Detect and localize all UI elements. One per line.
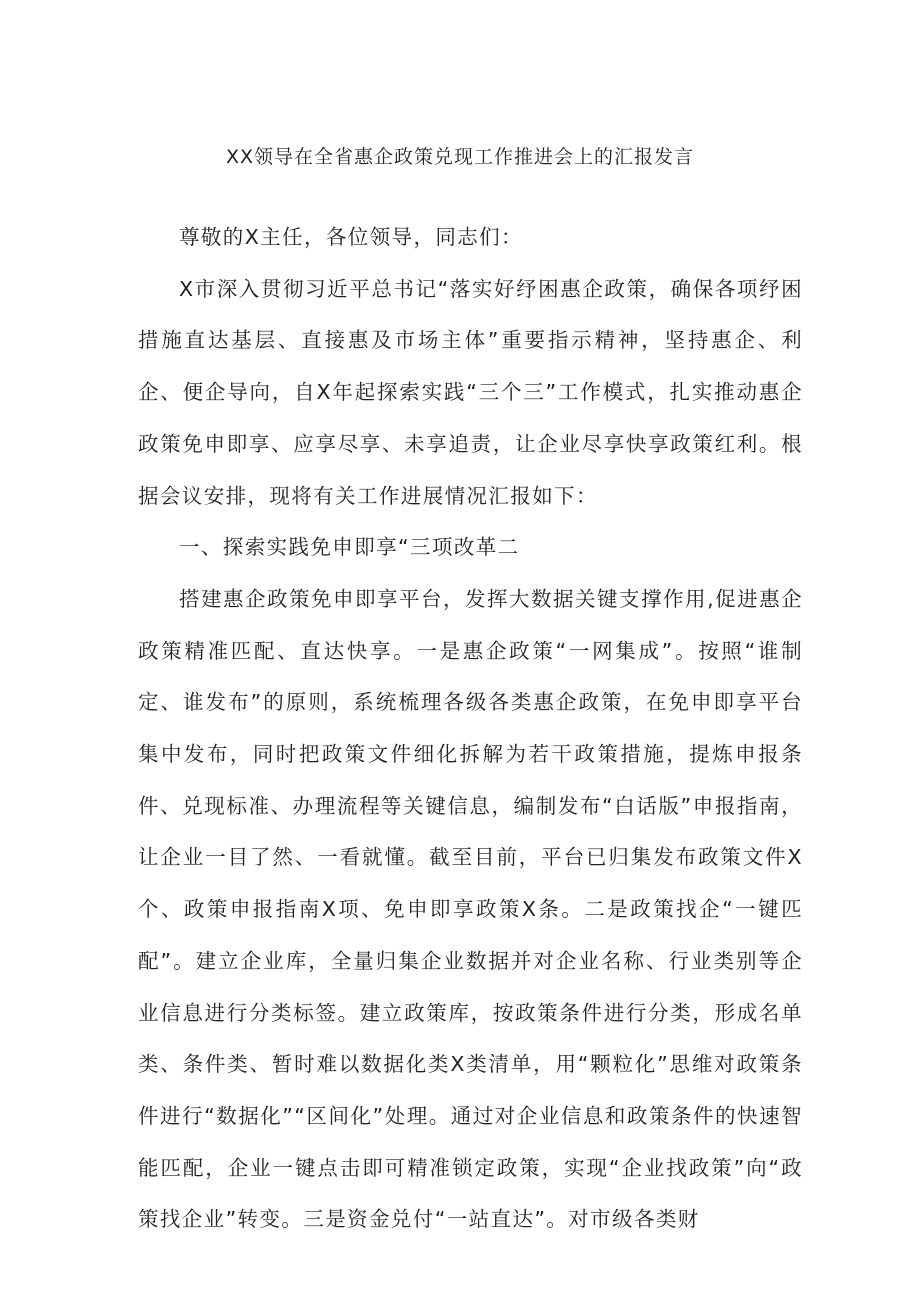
section-paragraph: 搭建惠企政策免申即享平台，发挥大数据关键支撑作用,促进惠企政策精准匹配、直达快享。一是惠企政策“一网集成”。按照“谁制定、谁发布”的原则，系统梳理各级各类惠企政策，在免申即享平台集中发布，同时把政策文件细化拆解为若干政策措施，提炼申报条件、兑现标准、办理流程等关键信息，编制发布“白话版”申报指南，让企业一目了然、一看就懂。截至目前，平台已归集发布政策文件X个、政策申报指南X项、免申即享政策X条。二是政策找企“一键匹配”。建立企业库，全量归集企业数据并对企业名称、行业类别等企业信息进行分类标签。建立政策库，按政策条件进行分类，形成名单类、条件类、暂时难以数据化类X类清单，用“颗粒化”思维对政策条件进行“数据化”“区间化”处理。通过对企业信息和政策条件的快速智能匹配，企业一键点击即可精准锁定政策，实现“企业找政策”向“政策找企业”转变。三是资金兑付“一站直达”。对市级各类财 bbox=[138, 586, 803, 1232]
document-title: XX领导在全省惠企政策兑现工作推进会上的汇报发言 bbox=[225, 146, 695, 168]
intro-paragraph: X市深入贯彻习近平总书记“落实好纾困惠企政策，确保各项纾困措施直达基层、直接惠及市场主体”重要指示精神，坚持惠企、利企、便企导向，自X年起探索实践“三个三”工作模式，扎实推动惠企政策免申即享、应享尽享、未享追责，让企业尽享快享政策红利。根据会议安排，现将有关工作进展情况汇报如下： bbox=[138, 276, 803, 508]
document-body bbox=[138, 212, 803, 1246]
salutation: 尊敬的X主任，各位领导，同志们： bbox=[179, 225, 523, 249]
section-heading: 一、探索实践免申即享“三项改革二 bbox=[179, 535, 520, 560]
